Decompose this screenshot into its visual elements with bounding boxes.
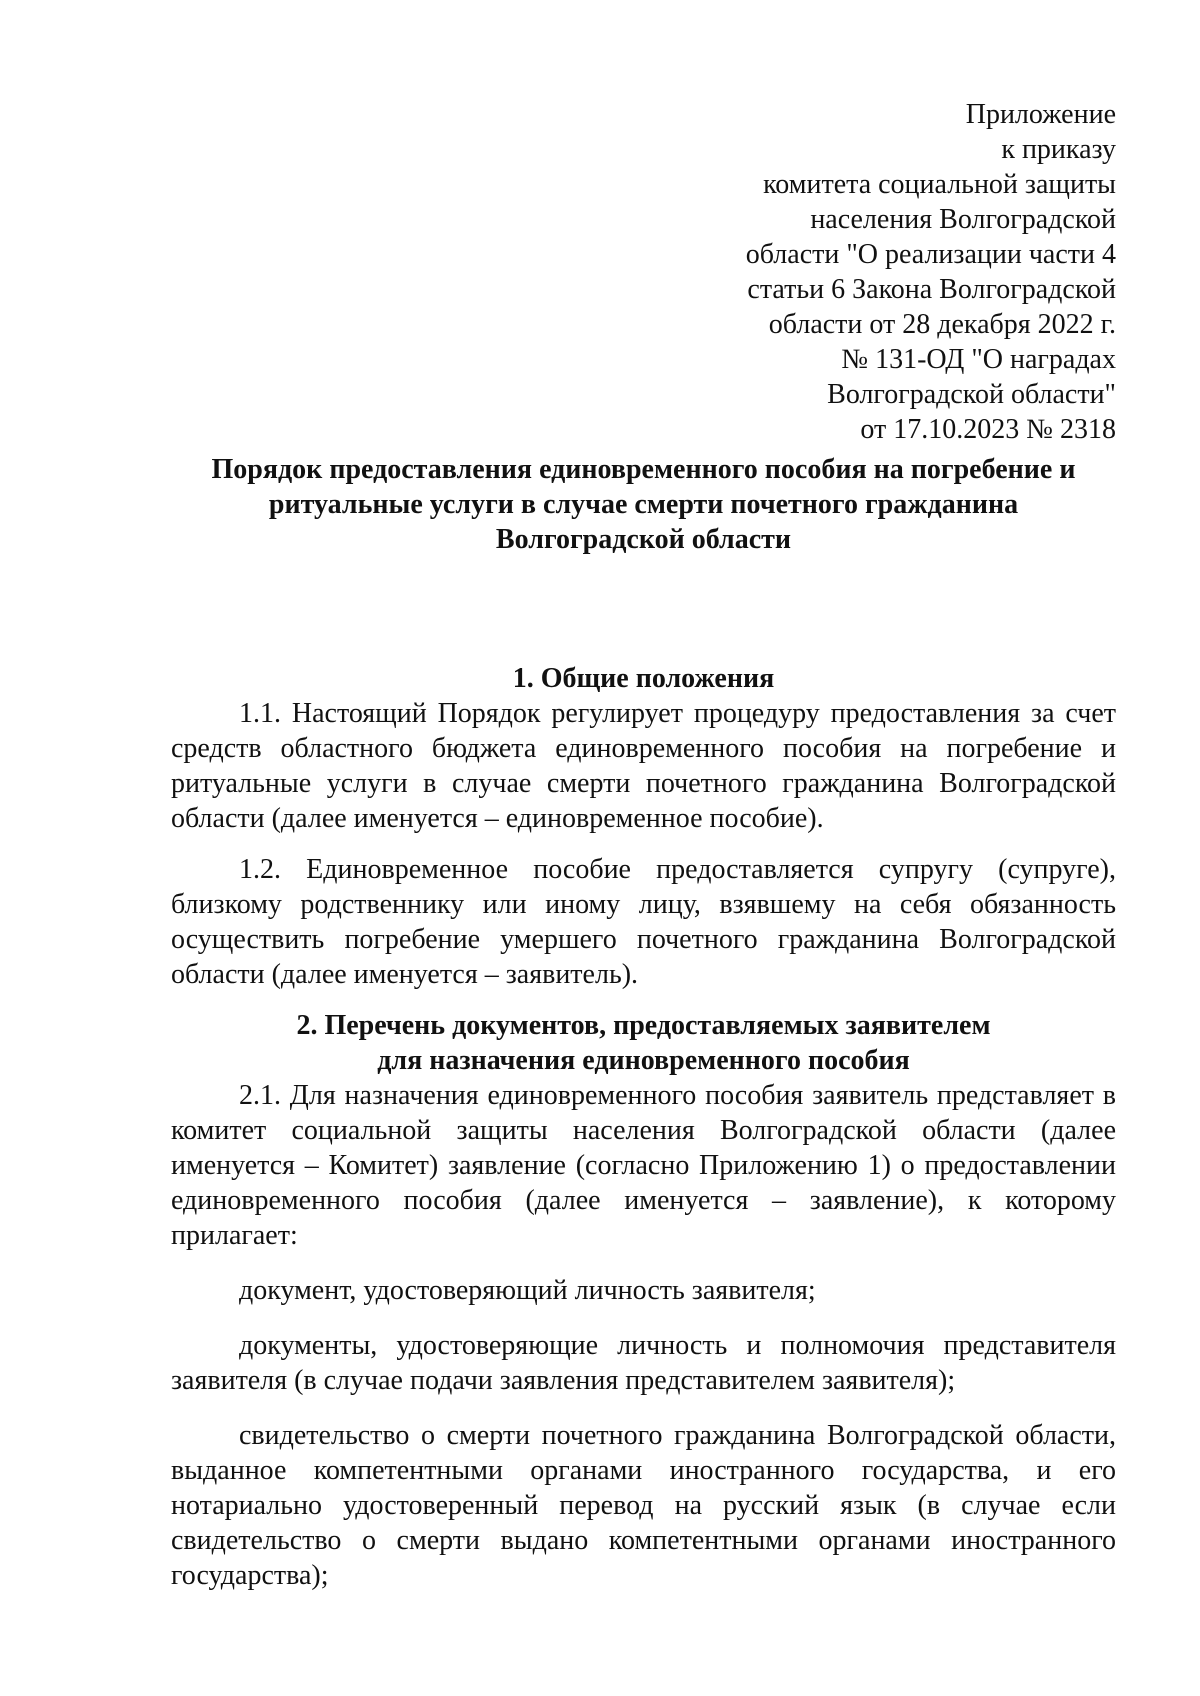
list-item-representative-documents: документы, удостоверяющие личность и полномочия представителя заявителя (в случае подачи заявления представителем заявителя); xyxy=(171,1330,1116,1396)
paragraph-2-1: 2.1. Для назначения единовременного пособия заявитель представляет в комитет социальной защиты населения Волгоградской области (далее именуется – Комитет) заявление (согласно Приложению 1) о предоставлении единовременного пособия (далее именуется – заявление), к которому прилагает: xyxy=(171,1080,1116,1251)
stamp-line: № 131-ОД "О наградах xyxy=(841,344,1116,375)
paragraph-1-1: 1.1. Настоящий Порядок регулирует процедуру предоставления за счет средств областного бюджета единовременного пособия на погребение и ритуальные услуги в случае смерти почетного гражданина Волгоградской области (далее именуется – единовременное пособие). xyxy=(171,698,1116,834)
stamp-line: населения Волгоградской xyxy=(810,204,1116,235)
heading-line: 2. Перечень документов, предоставляемых заявителем xyxy=(296,1010,991,1041)
stamp-line: Волгоградской области" xyxy=(827,379,1116,410)
stamp-line: от 17.10.2023 № 2318 xyxy=(860,414,1116,445)
document-body xyxy=(171,452,1116,1593)
stamp-line: статьи 6 Закона Волгоградской xyxy=(747,274,1116,305)
approval-stamp xyxy=(746,97,1116,447)
document-title xyxy=(171,452,1116,557)
stamp-line: Приложение xyxy=(965,99,1116,130)
stamp-line: области "О реализации части 4 xyxy=(745,239,1116,270)
title-line: ритуальные услуги в случае смерти почетного гражданина xyxy=(268,489,1019,520)
section-1-heading: 1. Общие положения xyxy=(512,663,775,694)
stamp-line: области от 28 декабря 2022 г. xyxy=(768,309,1116,340)
list-item-death-certificate: свидетельство о смерти почетного гражданина Волгоградской области, выданное компетентными органами иностранного государства, и его нотариально удостоверенный перевод на русский язык (в случае если свидетельство о смерти выдано компетентными органами иностранного государства); xyxy=(171,1420,1116,1591)
paragraph-1-2: 1.2. Единовременное пособие предоставляется супругу (супруге), близкому родственнику или иному лицу, взявшему на себя обязанность осуществить погребение умершего почетного гражданина Волгоградской области (далее именуется – заявитель). xyxy=(171,854,1116,990)
title-line: Порядок предоставления единовременного пособия на погребение и xyxy=(211,454,1076,485)
section-2-heading xyxy=(171,1008,1116,1078)
list-item-identity-document: документ, удостоверяющий личность заявителя; xyxy=(239,1275,816,1306)
stamp-line: комитета социальной защиты xyxy=(763,169,1116,200)
title-line: Волгоградской области xyxy=(495,524,792,555)
stamp-line: к приказу xyxy=(1001,134,1116,165)
heading-line: для назначения единовременного пособия xyxy=(377,1045,910,1076)
